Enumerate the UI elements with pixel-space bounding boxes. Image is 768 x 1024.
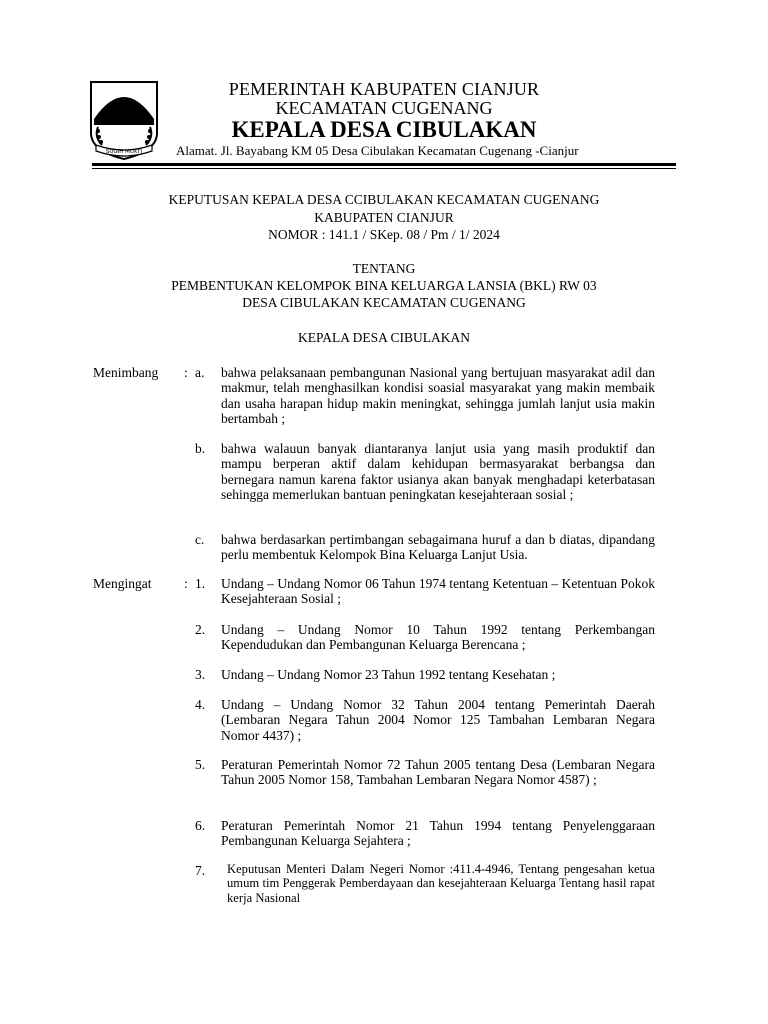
- decree-official: KEPALA DESA CIBULAKAN: [297, 330, 471, 345]
- mengingat-item-7: Keputusan Menteri Dalam Negeri Nomor :411.4-4946, Tentang pengesahan ketua umum tim Penggerak Pemberdayaan dan kesejahteraan Keluarga Tentang hasil rapat kerja Nasional: [227, 862, 655, 905]
- mengingat-item-6: Peraturan Pemerintah Nomor 21 Tahun 1994 tentang Penyelenggaraan Pembangunan Keluarga Sejahtera ;: [221, 818, 655, 849]
- mengingat-item-2: Undang – Undang Nomor 10 Tahun 1992 tentang Perkembangan Kependudukan dan Pembangunan Keluarga Berencana ;: [221, 622, 655, 653]
- menimbang-item-a: bahwa pelaksanaan pembangunan Nasional yang bertujuan masyarakat adil dan makmur, telah menghasilkan kondisi soasial masyarakat yang makin membaik dan usaha harapan hidup makin meningkat, sehingga jumlah lanjut usia makin bertambah ;: [221, 365, 655, 427]
- menimbang-item-b: bahwa walauun banyak diantaranya lanjut usia yang masih produktif dan mampu berperan aktif dalam kehidupan bermasyarakat berbangsa dan bernegara namun karena faktor usianya akan banyak menghadapi keterbatasan sehingga memerlukan bantuan peningkatan kesejahteraan sosial ;: [221, 441, 655, 503]
- item-marker: 3.: [195, 667, 206, 682]
- decree-subject-village: DESA CIBULAKAN KECAMATAN CUGENANG: [242, 295, 526, 310]
- letterhead-district: KECAMATAN CUGENANG: [275, 98, 493, 118]
- regency-emblem-icon: [88, 79, 160, 161]
- section-label-menimbang: Menimbang: [93, 365, 159, 380]
- decree-tentang: TENTANG: [352, 261, 416, 276]
- item-marker: c.: [195, 532, 205, 547]
- decree-number: NOMOR : 141.1 / SKep. 08 / Pm / 1/ 2024: [268, 227, 500, 242]
- letterhead-government: PEMERINTAH KABUPATEN CIANJUR: [228, 79, 540, 99]
- item-marker: a.: [195, 365, 205, 380]
- section-label-mengingat: Mengingat: [93, 576, 152, 591]
- mengingat-item-1: Undang – Undang Nomor 06 Tahun 1974 tentang Ketentuan – Ketentuan Pokok Kesejahteraan Sosial ;: [221, 576, 655, 607]
- item-marker: 2.: [195, 622, 206, 637]
- decree-title-regency: KABUPATEN CIANJUR: [314, 210, 454, 225]
- item-marker: 5.: [195, 757, 206, 772]
- item-marker: 6.: [195, 818, 206, 833]
- section-colon: :: [184, 365, 188, 380]
- letterhead-rule-thin: [92, 168, 676, 169]
- item-marker: 4.: [195, 697, 206, 712]
- section-colon: :: [184, 576, 188, 591]
- mengingat-item-5: Peraturan Pemerintah Nomor 72 Tahun 2005 tentang Desa (Lembaran Negara Tahun 2005 Nomor 158, Tambahan Lembaran Negara Nomor 4587) ;: [221, 757, 655, 788]
- item-marker: 7.: [195, 863, 206, 878]
- letterhead-office: KEPALA DESA CIBULAKAN: [231, 117, 537, 142]
- letterhead-address: Alamat. Jl. Bayabang KM 05 Desa Cibulakan Kecamatan Cugenang -Cianjur: [176, 143, 579, 158]
- decree-title: KEPUTUSAN KEPALA DESA CCIBULAKAN KECAMATAN CUGENANG: [168, 192, 600, 207]
- item-marker: 1.: [195, 576, 206, 591]
- item-marker: b.: [195, 441, 206, 456]
- emblem-motto: SUGIH MUKTI: [105, 149, 143, 155]
- menimbang-item-c: bahwa berdasarkan pertimbangan sebagaimana huruf a dan b diatas, dipandang perlu membentuk Kelompok Bina Keluarga Lanjut Usia.: [221, 532, 655, 563]
- letterhead-rule-thick: [92, 163, 676, 166]
- decree-subject: PEMBENTUKAN KELOMPOK BINA KELUARGA LANSIA (BKL) RW 03: [171, 278, 597, 293]
- mengingat-item-4: Undang – Undang Nomor 32 Tahun 2004 tentang Pemerintah Daerah (Lembaran Negara Tahun 2004 Nomor 125 Tambahan Lembaran Negara Nomor 4437) ;: [221, 697, 655, 743]
- mengingat-item-3: Undang – Undang Nomor 23 Tahun 1992 tentang Kesehatan ;: [221, 667, 556, 682]
